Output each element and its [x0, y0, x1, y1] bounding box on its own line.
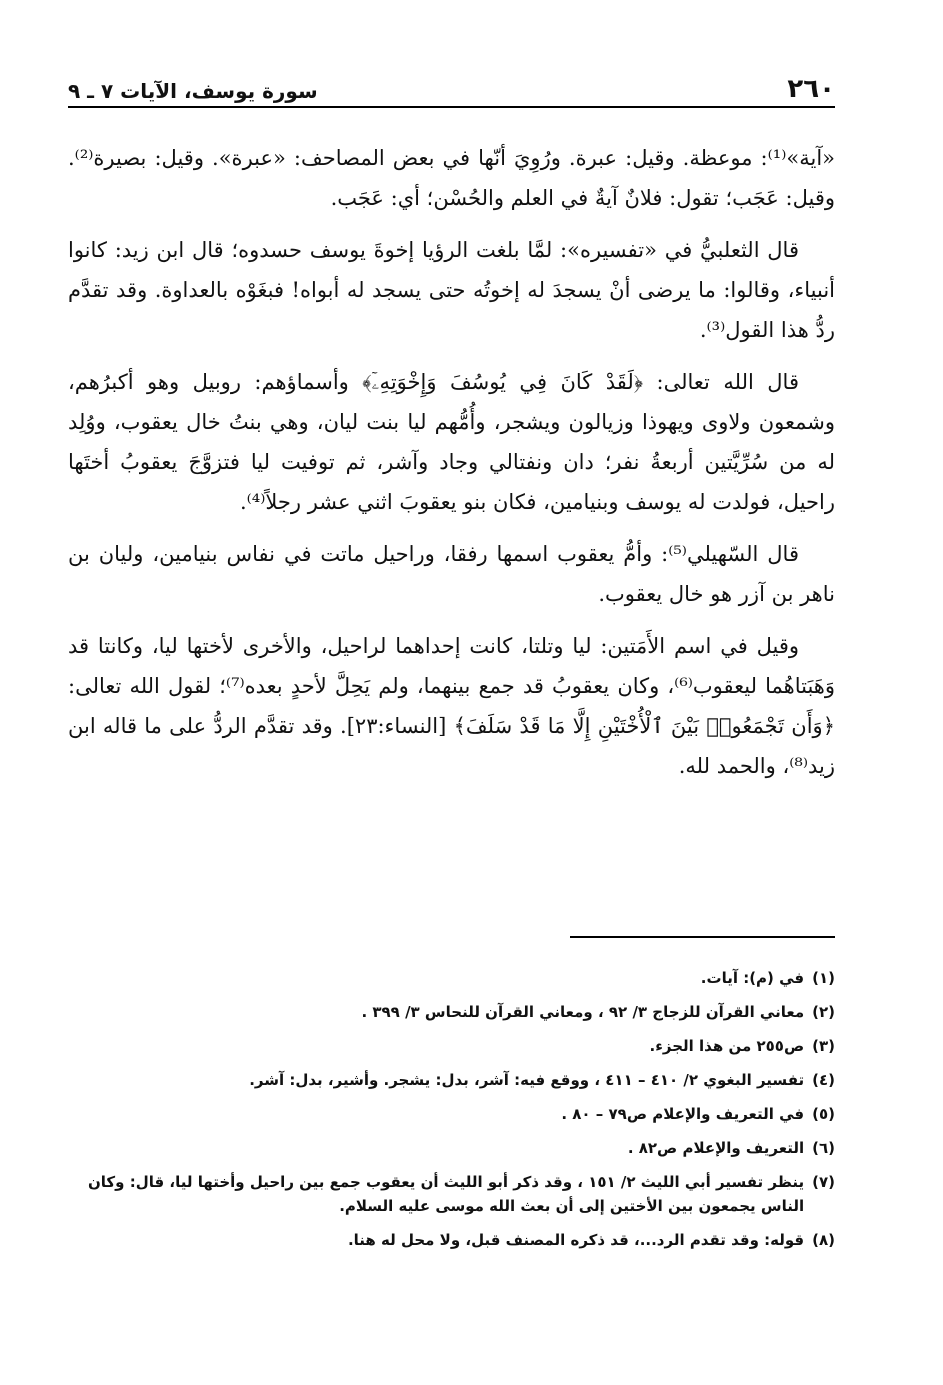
page-number: ٢٦٠: [787, 74, 835, 104]
footnote-text: التعريف والإعلام ص٨٢ .: [627, 1139, 805, 1157]
paragraph: قال السّهيلي⁽⁵⁾: وأمُّ يعقوب اسمها رفقا، وراحيل ماتت في نفاس بنيامين، وليان بن ناهر بن آزر هو خال يعقوب.: [68, 542, 835, 606]
footnote-number: (٤): [812, 1071, 835, 1089]
footnote: [68, 1000, 835, 1024]
footnote-text: في التعريف والإعلام ص٧٩ – ٨٠ .: [561, 1105, 805, 1123]
running-title: سورة يوسف، الآيات ٧ ـ ٩: [68, 79, 318, 103]
main-text: [68, 138, 835, 798]
paragraph: وقيل في اسم الأَمَتين: ليا وتلتا، كانت إحداهما لراحيل، والأخرى لأختها ليا، وكانتا قد وَهَبَتاهُما ليعقوب⁽⁶⁾، وكان يعقوبُ قد جمع بينهما، ولم يَحِلَّ لأحدٍ بعده⁽⁷⁾؛ لقول الله تعالى: ﴿وَأَن تَجْمَعُوا۟ بَيْنَ ٱلْأُخْتَيْنِ إِلَّا مَا قَدْ سَلَفَ﴾ [النساء:٢٣]. وقد تقدَّم الردُّ على ما قاله ابن زيد⁽⁸⁾، والحمد لله.: [68, 634, 835, 778]
paragraph: قال الثعلبيُّ في «تفسيره»: لمَّا بلغت الرؤيا إخوةَ يوسف حسدوه؛ قال ابن زيد: كانوا أنبياء، وقالوا: ما يرضى أنْ يسجدَ له إخوتُه حتى يسجد له أبواه! فبغَوْه بالعداوة. وقد تقدَّم ردُّ هذا القول⁽³⁾.: [68, 238, 835, 342]
footnote: [68, 1228, 835, 1252]
footnote: [68, 1136, 835, 1160]
footnote-number: (١): [812, 969, 835, 987]
footnote-number: (٦): [812, 1139, 835, 1157]
footnote: [68, 1170, 835, 1218]
footnote-text: معاني القرآن للزجاج ٣/ ٩٢ ، ومعاني القرآن للنحاس ٣/ ٣٩٩ .: [361, 1003, 805, 1021]
footnote-text: قوله: وقد تقدم الرد...، قد ذكره المصنف قبل، ولا محل له هنا.: [347, 1231, 805, 1249]
footnote-separator: [570, 936, 835, 938]
footnotes: [68, 966, 835, 1262]
footnote-number: (٧): [812, 1173, 835, 1191]
footnote-text: ص٢٥٥ من هذا الجزء.: [649, 1037, 805, 1055]
paragraph: قال الله تعالى: ﴿لَقَدْ كَانَ فِي يُوسُفَ وَإِخْوَتِهِۦٓ﴾ وأسماؤهم: روبيل وهو أكبرُهم، وشمعون ولاوى ويهوذا وزيالون ويشجر، وأُمُّهم ليا بنت ليان، وهي بنتُ خال يعقوب، ووُلِد له من سُرِّيَّتين أربعةُ نفر؛ دان ونفتالي وجاد وآشر، ثم توفيت ليا فتزوَّجَ يعقوبُ أختَها راحيل، فولدت له يوسف وبنيامين، فكان بنو يعقوبَ اثني عشر رجلاً⁽⁴⁾.: [68, 370, 835, 514]
footnote-text: ينظر تفسير أبي الليث ٢/ ١٥١ ، وقد ذكر أبو الليث أن يعقوب جمع بين راحيل وأختها ليا، قال: وكان الناس يجمعون بين الأختين إلى أن بعث الله موسى عليه السلام.: [88, 1173, 805, 1215]
footnote: [68, 1068, 835, 1092]
footnote-number: (٢): [812, 1003, 835, 1021]
footnote-text: تفسير البغوي ٢/ ٤١٠ – ٤١١ ، ووقع فيه: آشر، بدل: يشجر. وأشير، بدل: آشر.: [249, 1071, 805, 1089]
footnote: [68, 1034, 835, 1058]
footnote-text: في (م): آيات.: [700, 969, 805, 987]
page-header: [68, 68, 835, 108]
footnote-number: (٣): [812, 1037, 835, 1055]
footnote-number: (٨): [812, 1231, 835, 1249]
footnote: [68, 966, 835, 990]
footnote-number: (٥): [812, 1105, 835, 1123]
paragraph: «آية»⁽¹⁾: موعظة. وقيل: عبرة. ورُوِيَ أنّها في بعض المصاحف: «عبرة». وقيل: بصيرة⁽²⁾. وقيل: عَجَب؛ تقول: فلانٌ آيةٌ في العلم والحُسْن؛ أي: عَجَب.: [68, 146, 835, 210]
footnote: [68, 1102, 835, 1126]
